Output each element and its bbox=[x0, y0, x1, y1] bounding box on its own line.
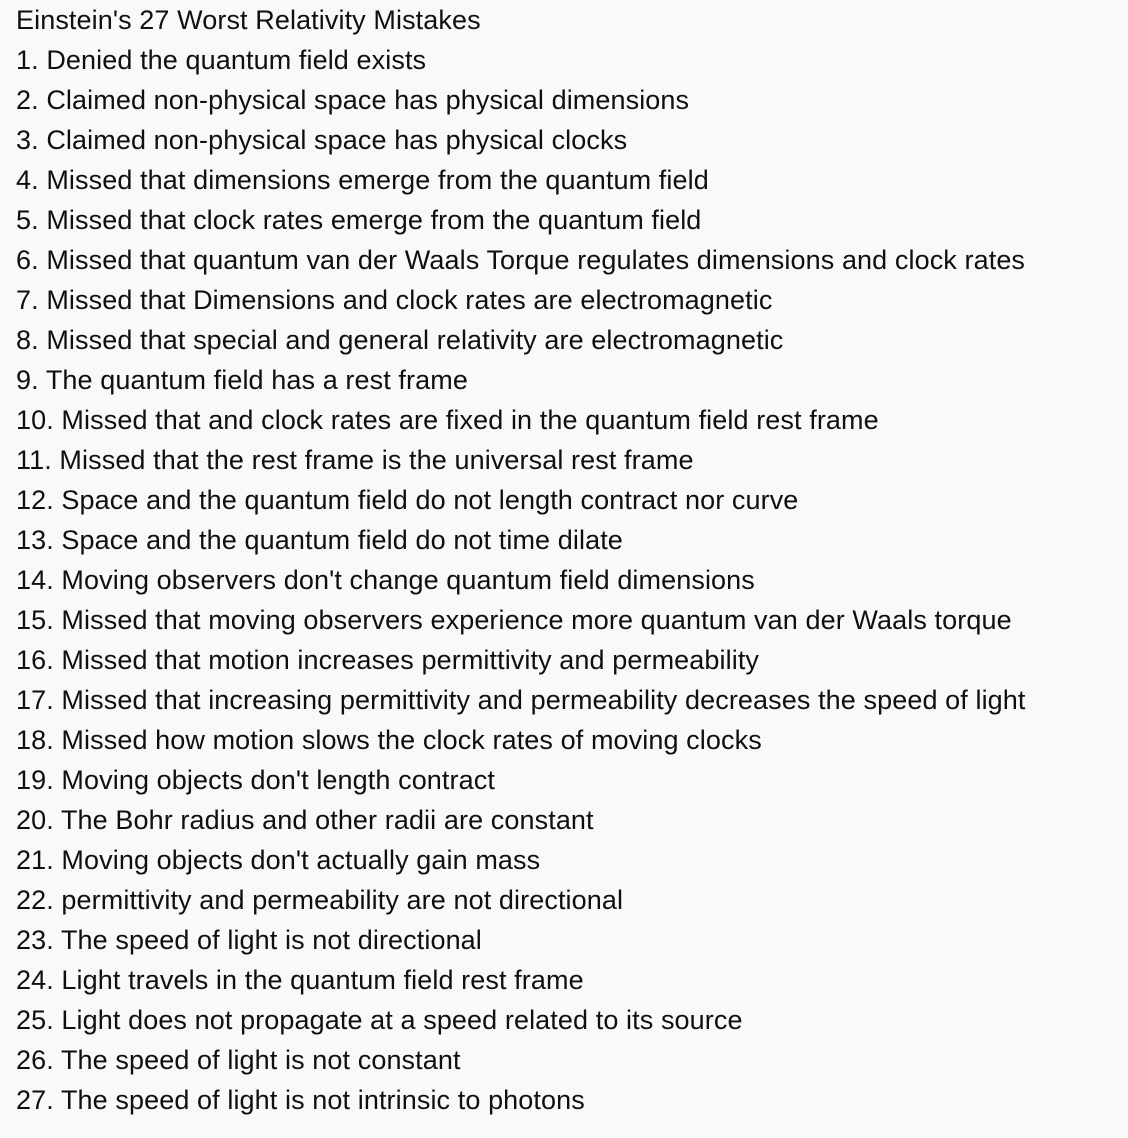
list-item: 15. Missed that moving observers experience more quantum van der Waals torque bbox=[16, 605, 1012, 635]
list-item: 8. Missed that special and general relativity are electromagnetic bbox=[16, 325, 784, 355]
list-item: 24. Light travels in the quantum field rest frame bbox=[16, 965, 584, 995]
list-item: 13. Space and the quantum field do not time dilate bbox=[16, 525, 623, 555]
list-item: 10. Missed that and clock rates are fixed in the quantum field rest frame bbox=[16, 405, 879, 435]
list-item: 2. Claimed non-physical space has physical dimensions bbox=[16, 85, 690, 115]
list-item: 26. The speed of light is not constant bbox=[16, 1045, 461, 1075]
list-item: 9. The quantum field has a rest frame bbox=[16, 365, 468, 395]
list-item: 27. The speed of light is not intrinsic to photons bbox=[16, 1085, 585, 1115]
list-item: 4. Missed that dimensions emerge from the quantum field bbox=[16, 165, 709, 195]
document-title: Einstein's 27 Worst Relativity Mistakes bbox=[16, 5, 481, 35]
list-item: 17. Missed that increasing permittivity and permeability decreases the speed of light bbox=[16, 685, 1026, 715]
list-item: 11. Missed that the rest frame is the universal rest frame bbox=[16, 445, 694, 475]
list-item: 3. Claimed non-physical space has physical clocks bbox=[16, 125, 628, 155]
list-item: 6. Missed that quantum van der Waals Torque regulates dimensions and clock rates bbox=[16, 245, 1026, 275]
list-item: 16. Missed that motion increases permittivity and permeability bbox=[16, 645, 760, 675]
list-item: 23. The speed of light is not directional bbox=[16, 925, 482, 955]
mistakes-document bbox=[16, 0, 1116, 1120]
list-item: 21. Moving objects don't actually gain mass bbox=[16, 845, 541, 875]
list-item: 19. Moving objects don't length contract bbox=[16, 765, 495, 795]
list-item: 20. The Bohr radius and other radii are constant bbox=[16, 805, 594, 835]
list-item: 1. Denied the quantum field exists bbox=[16, 45, 427, 75]
list-item: 7. Missed that Dimensions and clock rates are electromagnetic bbox=[16, 285, 773, 315]
list-item: 22. permittivity and permeability are not directional bbox=[16, 885, 624, 915]
list-item: 12. Space and the quantum field do not length contract nor curve bbox=[16, 485, 799, 515]
list-item: 5. Missed that clock rates emerge from the quantum field bbox=[16, 205, 702, 235]
list-item: 18. Missed how motion slows the clock rates of moving clocks bbox=[16, 725, 762, 755]
list-item: 14. Moving observers don't change quantum field dimensions bbox=[16, 565, 755, 595]
list-item: 25. Light does not propagate at a speed related to its source bbox=[16, 1005, 743, 1035]
